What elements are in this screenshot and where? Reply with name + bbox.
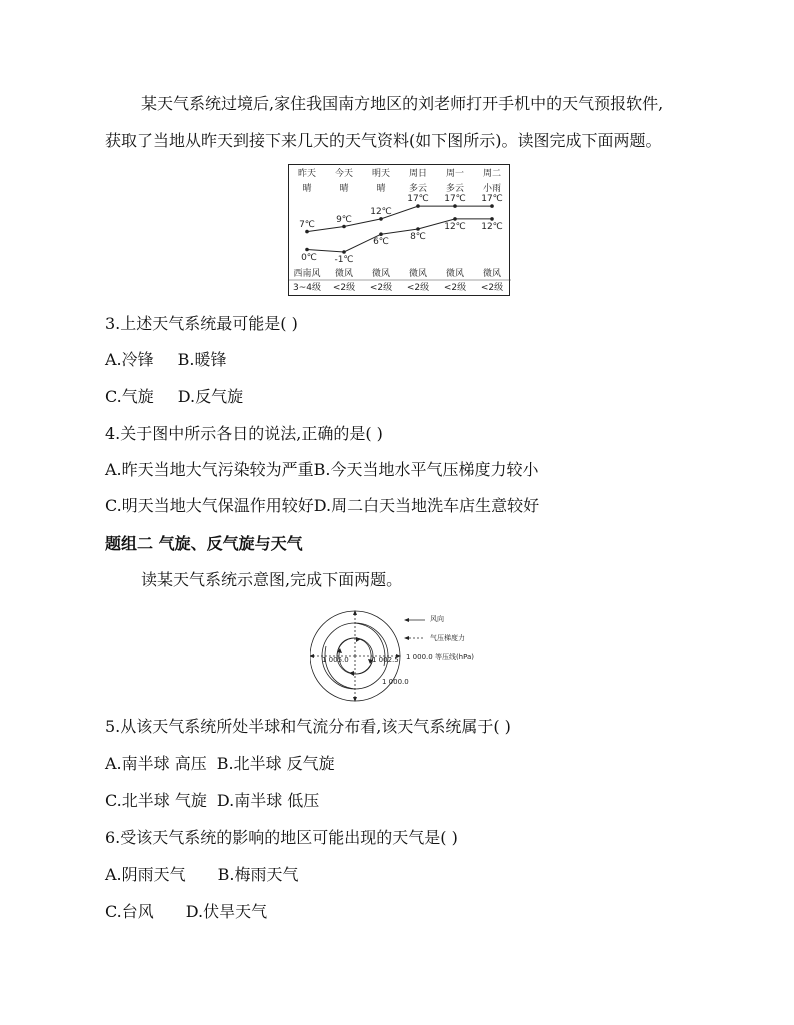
weather-system-diagram (310, 608, 510, 708)
wind-level-label: <2级 (443, 283, 467, 293)
wind-label: 微风 (482, 269, 501, 279)
condition-label: 多云 (445, 184, 464, 194)
weather-forecast-table (288, 164, 510, 296)
q4-option-d: D.周二白天当地洗车店生意较好 (313, 496, 540, 515)
low-temp-label: 6℃ (373, 237, 389, 248)
q6-option-a: A.阴雨天气 (105, 865, 186, 884)
q5-option-c: C.北半球 气旋 (105, 791, 207, 810)
high-temp-point (453, 204, 457, 208)
q5-option-a: A.南半球 高压 (105, 754, 207, 773)
q3-option-d: D.反气旋 (177, 387, 244, 406)
wind-label: 微风 (408, 269, 427, 279)
question-4-stem: 4.关于图中所示各日的说法,正确的是( ) (105, 424, 383, 443)
low-temp-label: 12℃ (444, 221, 466, 232)
section-heading: 题组二 气旋、反气旋与天气 (105, 534, 303, 553)
day-label: 周日 (408, 169, 427, 179)
wind-label: 微风 (371, 269, 390, 279)
high-temp-point (305, 230, 309, 234)
q4-option-a: A.昨天当地大气污染较为严重 (105, 460, 314, 479)
day-label: 昨天 (297, 169, 316, 179)
condition-label: 小雨 (482, 184, 501, 194)
day-label: 明天 (371, 169, 390, 179)
q4-option-c: C.明天当地大气保温作用较好 (105, 496, 314, 515)
condition-label: 晴 (302, 184, 312, 194)
question-3-options-ab (105, 350, 227, 370)
wind-label: 微风 (334, 269, 353, 279)
high-temp-label: 9℃ (336, 214, 352, 225)
high-temp-point (490, 204, 494, 208)
q6-option-d: D.伏旱天气 (185, 902, 268, 921)
question-3-stem: 3.上述天气系统最可能是( ) (105, 314, 298, 333)
question-5-options-ab (105, 754, 335, 774)
intro-line-2: 获取了当地从昨天到接下来几天的天气资料(如下图所示)。读图完成下面两题。 (105, 131, 662, 150)
low-temp-point (379, 232, 383, 236)
wind-level-label: 3~4级 (293, 283, 321, 293)
isobar-label-bottom: 1 000.0 (382, 678, 409, 686)
low-temp-point (305, 248, 309, 252)
low-temp-point (490, 217, 494, 221)
high-temp-label: 17℃ (407, 194, 429, 205)
wind-level-label: <2级 (480, 283, 504, 293)
q3-option-a: A.冷锋 (105, 350, 154, 369)
condition-label: 多云 (408, 184, 427, 194)
question-6-options-cd (105, 902, 267, 922)
legend-isobar: 1 000.0 等压线(hPa) (406, 653, 475, 661)
high-temp-label: 12℃ (370, 206, 392, 217)
question-6-options-ab (105, 865, 299, 885)
high-temp-point (379, 217, 383, 221)
day-label: 周二 (482, 169, 501, 179)
wind-label: 微风 (445, 269, 464, 279)
low-temp-label: -1℃ (334, 255, 354, 265)
q3-option-c: C.气旋 (105, 387, 154, 406)
intro-line-1: 某天气系统过境后,家住我国南方地区的刘老师打开手机中的天气预报软件, (141, 94, 664, 113)
question-5-options-cd (105, 791, 319, 811)
low-temp-point (416, 227, 420, 231)
q3-option-b: B.暖锋 (177, 350, 227, 369)
wind-level-label: <2级 (332, 283, 356, 293)
high-temp-point (416, 204, 420, 208)
condition-label: 晴 (376, 184, 386, 194)
q5-option-d: D.南半球 低压 (216, 791, 320, 810)
q5-option-b: B.北半球 反气旋 (216, 754, 335, 773)
legend-pressure-gradient: 气压梯度力 (430, 634, 465, 642)
wind-level-label: <2级 (406, 283, 430, 293)
question-5-stem: 5.从该天气系统所处半球和气流分布看,该天气系统属于( ) (105, 717, 511, 736)
isobar-label-right: 1 002.5 (372, 656, 399, 664)
condition-label: 晴 (339, 184, 349, 194)
low-temp-label: 8℃ (410, 232, 426, 242)
wind-level-label: <2级 (369, 283, 393, 293)
high-temp-label: 17℃ (444, 194, 466, 205)
low-temp-label: 0℃ (301, 252, 317, 263)
high-temp-label: 17℃ (481, 194, 503, 205)
question-3-options-cd (105, 387, 243, 407)
q6-option-b: B.梅雨天气 (217, 865, 299, 884)
high-temp-point (342, 225, 346, 229)
intro-2: 读某天气系统示意图,完成下面两题。 (141, 570, 403, 589)
legend-wind-direction: 风向 (430, 615, 444, 623)
low-temp-point (342, 250, 346, 254)
q6-option-c: C.台风 (105, 902, 154, 921)
question-6-stem: 6.受该天气系统的影响的地区可能出现的天气是( ) (105, 828, 458, 847)
q4-option-b: B.今天当地水平气压梯度力较小 (313, 460, 539, 479)
wind-label: 西南风 (293, 269, 321, 279)
low-temp-point (453, 217, 457, 221)
low-temp-label: 12℃ (481, 221, 503, 232)
day-label: 周一 (445, 169, 464, 179)
isobar-label-left: 1 005.0 (322, 656, 349, 664)
high-temp-label: 7℃ (299, 219, 315, 230)
question-4-options-ab (105, 460, 539, 480)
question-4-options-cd (105, 496, 539, 516)
day-label: 今天 (334, 169, 353, 179)
